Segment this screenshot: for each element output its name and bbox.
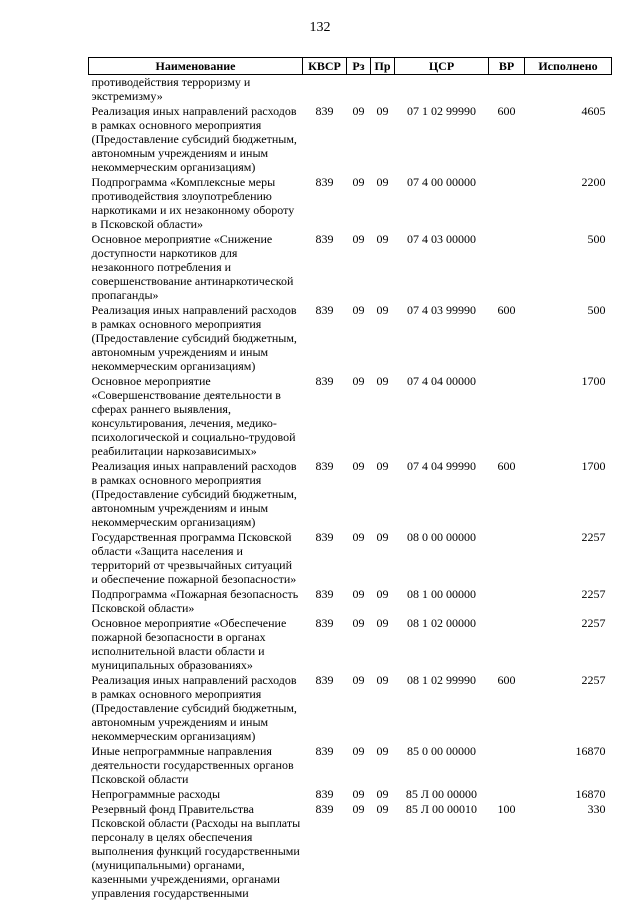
row-vr <box>489 175 525 232</box>
row-pr: 09 <box>376 175 389 189</box>
row-csr: 07 4 03 99990 <box>407 303 476 317</box>
row-vr <box>489 232 525 303</box>
row-name: Реализация иных направлений расходов в рамках основного мероприятия (Предоставление субсидий бюджетным, автономным учреждениям и иным некоммерческим организациям) <box>91 459 297 529</box>
row-vr <box>489 75 525 105</box>
row-pr <box>371 75 395 105</box>
table-row <box>89 787 612 802</box>
row-vr: 600 <box>497 673 516 687</box>
row-value: 2200 <box>581 175 606 189</box>
row-value: 330 <box>587 802 606 816</box>
row-name: Основное мероприятие «Снижение доступности наркотиков для незаконного потребления и совершенствование антинаркотической пропаганды» <box>91 232 294 302</box>
row-vr: 600 <box>497 303 516 317</box>
row-kvsr: 839 <box>315 673 334 687</box>
row-kvsr: 839 <box>315 175 334 189</box>
row-rz: 09 <box>352 787 365 801</box>
row-rz <box>347 75 371 105</box>
row-vr: 600 <box>497 104 516 118</box>
table-row <box>89 587 612 616</box>
row-pr: 09 <box>376 802 389 816</box>
row-pr: 09 <box>376 374 389 388</box>
row-rz: 09 <box>352 175 365 189</box>
row-csr: 85 0 00 00000 <box>407 744 476 758</box>
row-value: 2257 <box>581 616 606 630</box>
row-name: Основное мероприятие «Совершенствование деятельности в сферах раннего выявления, консультирования, лечения, медико-психологической и социально-трудовой реабилитации наркозависимых» <box>91 374 296 458</box>
table-header-row <box>89 58 612 75</box>
row-vr: 600 <box>497 459 516 473</box>
column-header-vr: ВР <box>489 58 525 75</box>
row-pr: 09 <box>376 587 389 601</box>
row-rz: 09 <box>352 673 365 687</box>
row-name: Подпрограмма «Комплексные меры противодействия злоупотреблению наркотиками и их незаконному обороту в Псковской области» <box>91 175 295 231</box>
table-row <box>89 175 612 232</box>
row-value: 1700 <box>581 374 606 388</box>
row-kvsr: 839 <box>315 303 334 317</box>
row-name: Иные непрограммные направления деятельности государственных органов Псковской области <box>91 744 294 786</box>
column-header-pr: Пр <box>371 58 395 75</box>
row-kvsr: 839 <box>315 744 334 758</box>
budget-table <box>88 57 612 901</box>
row-pr: 09 <box>376 232 389 246</box>
row-name: Государственная программа Псковской области «Защита населения и территорий от чрезвычайных ситуаций и обеспечение пожарной безопасности» <box>91 530 297 586</box>
row-csr: 08 1 02 00000 <box>407 616 476 630</box>
column-header-csr: ЦСР <box>395 58 489 75</box>
table-row <box>89 530 612 587</box>
column-header-executed: Исполнено <box>525 58 612 75</box>
table-row <box>89 303 612 374</box>
row-csr: 07 4 04 99990 <box>407 459 476 473</box>
row-value: 1700 <box>581 459 606 473</box>
row-value: 2257 <box>581 673 606 687</box>
row-csr: 07 4 00 00000 <box>407 175 476 189</box>
row-rz: 09 <box>352 616 365 630</box>
column-header-rz: Рз <box>347 58 371 75</box>
row-name: Реализация иных направлений расходов в рамках основного мероприятия (Предоставление субсидий бюджетным, автономным учреждениям и иным некоммерческим организациям) <box>91 104 297 174</box>
row-rz: 09 <box>352 374 365 388</box>
row-csr: 07 4 03 00000 <box>407 232 476 246</box>
row-pr: 09 <box>376 673 389 687</box>
row-value: 2257 <box>581 530 606 544</box>
row-pr: 09 <box>376 744 389 758</box>
row-name: Реализация иных направлений расходов в рамках основного мероприятия (Предоставление субсидий бюджетным, автономным учреждениям и иным некоммерческим организациям) <box>91 673 297 743</box>
row-vr <box>489 616 525 673</box>
row-value: 500 <box>587 303 606 317</box>
row-kvsr <box>303 75 347 105</box>
row-value: 2257 <box>581 587 606 601</box>
row-pr: 09 <box>376 459 389 473</box>
row-value: 16870 <box>575 787 606 801</box>
table-row <box>89 673 612 744</box>
table-row <box>89 744 612 787</box>
row-name: Непрограммные расходы <box>91 787 221 801</box>
row-rz: 09 <box>352 744 365 758</box>
table-row <box>89 75 612 105</box>
row-kvsr: 839 <box>315 104 334 118</box>
row-csr: 08 0 00 00000 <box>407 530 476 544</box>
row-name: Резервный фонд Правительства Псковской области (Расходы на выплаты персоналу в целях обеспечения выполнения функций государственными (муниципальными) органами, казенными учреждениями, органами управления государственными <box>91 802 301 900</box>
row-pr: 09 <box>376 787 389 801</box>
row-csr: 07 4 04 00000 <box>407 374 476 388</box>
row-rz: 09 <box>352 459 365 473</box>
column-header-name: Наименование <box>89 58 303 75</box>
row-value: 4605 <box>581 104 606 118</box>
row-kvsr: 839 <box>315 374 334 388</box>
row-csr: 07 1 02 99990 <box>407 104 476 118</box>
row-rz: 09 <box>352 530 365 544</box>
table-row <box>89 374 612 459</box>
row-pr: 09 <box>376 530 389 544</box>
row-value: 500 <box>587 232 606 246</box>
row-vr <box>489 587 525 616</box>
row-csr: 85 Л 00 00010 <box>405 802 478 816</box>
row-csr <box>395 75 489 105</box>
row-vr <box>489 744 525 787</box>
row-rz: 09 <box>352 303 365 317</box>
table-row <box>89 802 612 901</box>
row-rz: 09 <box>352 802 365 816</box>
table-row <box>89 459 612 530</box>
row-kvsr: 839 <box>315 802 334 816</box>
row-kvsr: 839 <box>315 232 334 246</box>
row-kvsr: 839 <box>315 787 334 801</box>
row-name: Основное мероприятие «Обеспечение пожарной безопасности в органах исполнительной власти области и муниципальных образованиях» <box>91 616 287 672</box>
row-csr: 08 1 00 00000 <box>407 587 476 601</box>
table-row <box>89 616 612 673</box>
row-value: 16870 <box>575 744 606 758</box>
row-kvsr: 839 <box>315 587 334 601</box>
row-name: Подпрограмма «Пожарная безопасность Псковской области» <box>91 587 299 615</box>
row-vr <box>489 530 525 587</box>
table-row <box>89 104 612 175</box>
page-number: 132 <box>309 20 331 35</box>
row-rz: 09 <box>352 587 365 601</box>
row-vr <box>489 787 525 802</box>
row-rz: 09 <box>352 232 365 246</box>
row-vr <box>489 374 525 459</box>
row-kvsr: 839 <box>315 616 334 630</box>
row-rz: 09 <box>352 104 365 118</box>
row-pr: 09 <box>376 104 389 118</box>
column-header-kvsr: КВСР <box>303 58 347 75</box>
row-name: противодействия терроризму и экстремизму» <box>91 75 251 103</box>
row-csr: 85 Л 00 00000 <box>405 787 478 801</box>
row-pr: 09 <box>376 616 389 630</box>
row-value <box>525 75 612 105</box>
table-row <box>89 232 612 303</box>
row-csr: 08 1 02 99990 <box>407 673 476 687</box>
row-pr: 09 <box>376 303 389 317</box>
row-kvsr: 839 <box>315 459 334 473</box>
row-name: Реализация иных направлений расходов в рамках основного мероприятия (Предоставление субсидий бюджетным, автономным учреждениям и иным некоммерческим организациям) <box>91 303 297 373</box>
row-kvsr: 839 <box>315 530 334 544</box>
row-vr: 100 <box>497 802 516 816</box>
